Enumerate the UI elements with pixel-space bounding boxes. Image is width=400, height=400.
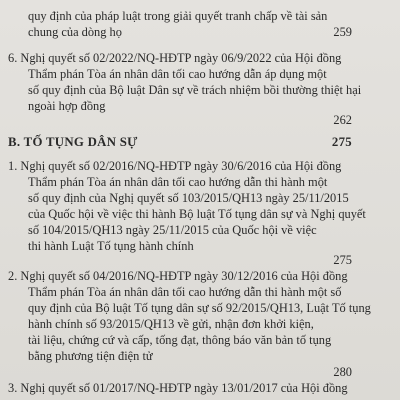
page-number: 275 [333,253,352,267]
page-number: 280 [333,365,352,379]
book-page: quy định của pháp luật trong giải quyết tranh chấp về tài sản chung của dòng họ 259 6. Nghị quyết số 02/2022/NQ-HĐTP ngày 06/9/2022 của Hội đồng Thẩm phán Tòa án nhân dân tối cao hướng dẫn áp dụng một số quy định của Bộ luật Dân sự về trách nhiệm bồi thường thiệt hại ngoài hợp đồng 262 B. TỐ TỤNG DÂN SỰ 275 1. Nghị quyết số 02/2016/NQ-HĐTP ngày 30/6/2016 của Hội đồng Thẩm phán Tòa án nhân dân tối cao hướng dẫn thi hành một số quy định của Nghị quyết số 103/2015/QH13 ngày 25/11/2015 của Quốc hội về việc thi hành Bộ luật Tố tụng dân sự và Nghị quyết số 104/2015/QH13 ngày 25/11/2015 của Quốc hội về việc thi hành Luật Tố tụng hành chính 275 2. Nghị quyết số 04/2016/NQ-HĐTP ngày 30/12/2016 của Hội đồng Thẩm phán Tòa án nhân dân tối cao hướng dẫn thi hành một số quy định của Bộ luật Tố tụng dân sự số 92/2015/QH13, Luật Tố tụng hành chính số 93/2015/QH13 về gửi, nhận đơn khởi kiện, tài liệu, chứng cứ và cấp, tống đạt, thông báo văn bản tố tụng bằng phương tiện điện tử 280 3. Nghị quyết số 01/2017/NQ-HĐTP ngày 13/01/2017 của Hội đồng [0,0,400,400]
page-number: 259 [333,25,352,39]
page-number: 262 [333,113,352,127]
page-number: 275 [331,135,352,149]
